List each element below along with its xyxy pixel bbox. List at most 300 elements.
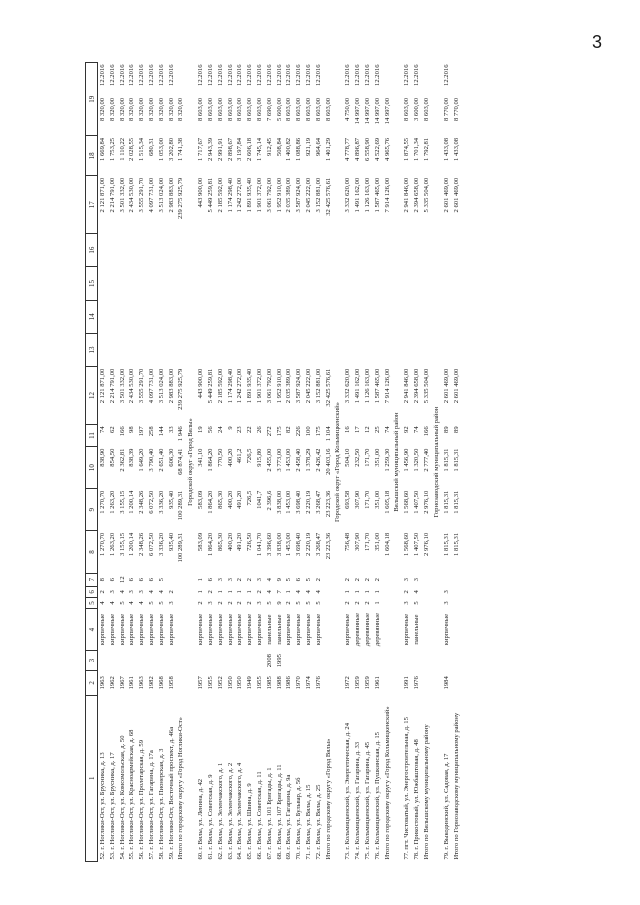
address-cell: 52. г. Ноглики-Ост, ул. Брусника, д. 13 <box>99 752 106 860</box>
table-row <box>294 63 304 862</box>
value-cell: 756,48 <box>344 532 352 551</box>
value-cell <box>314 651 324 671</box>
value-cell: 2 983 883,00 <box>167 177 175 213</box>
value-cell <box>324 63 334 96</box>
value-cell <box>452 597 462 608</box>
value-cell <box>98 234 108 267</box>
address-cell: 57. г. Ноглики-Ост, ул. Гагарина, д. 17а <box>147 750 155 860</box>
value-cell: 2 <box>255 590 263 594</box>
value-cell: 8 770,00 <box>442 97 450 122</box>
value-cell <box>216 300 226 333</box>
table-row <box>314 63 324 862</box>
value-cell: 32 425 576,61 <box>324 177 332 216</box>
value-cell <box>284 333 294 366</box>
value-cell: 912,45 <box>265 137 273 157</box>
value-cell: 1955 <box>206 676 214 690</box>
value-cell <box>235 267 245 300</box>
value-cell <box>324 609 334 651</box>
value-cell <box>206 234 216 267</box>
value-cell: 12.2016 <box>314 64 322 86</box>
value-cell: кирпичные <box>216 613 224 646</box>
value-cell <box>206 300 216 333</box>
value-cell: 3 <box>226 578 234 582</box>
value-cell: 1 891 935,40 <box>246 177 254 213</box>
value-cell <box>226 333 236 366</box>
value-cell <box>304 267 314 300</box>
value-cell <box>353 333 363 366</box>
value-cell: 1 378,29 <box>304 448 312 472</box>
value-cell: 2 458,40 <box>295 448 303 472</box>
value-cell <box>176 300 186 333</box>
value-cell: 583,09 <box>197 532 205 551</box>
value-cell: 2 185 592,00 <box>216 177 224 213</box>
value-cell: 504,10 <box>344 448 352 467</box>
value-cell <box>422 573 432 586</box>
total-row <box>324 63 334 862</box>
value-cell <box>324 586 334 597</box>
value-cell: 82 <box>285 426 293 433</box>
value-cell: 583,09 <box>197 490 205 509</box>
value-cell: 12 <box>118 576 126 583</box>
value-cell: 6 <box>206 578 214 582</box>
value-cell: 1976 <box>314 676 322 690</box>
value-cell: 1986 <box>285 676 293 690</box>
value-cell <box>452 63 462 96</box>
value-cell: 6 <box>138 578 146 582</box>
value-cell: 8 603,00 <box>422 97 430 122</box>
value-cell <box>314 234 324 267</box>
value-cell: 2 983 883,00 <box>167 368 175 404</box>
value-cell: 1 088,86 <box>295 137 303 161</box>
value-cell: 1991 <box>403 676 411 690</box>
value-cell: 1 200,14 <box>128 490 136 514</box>
value-cell: 1 <box>354 590 362 594</box>
value-cell: 1974 <box>304 676 312 690</box>
total-row <box>422 63 432 862</box>
value-cell: 26 <box>255 426 263 433</box>
value-cell: 3 838,00 <box>275 532 283 556</box>
value-cell: 854,50 <box>108 448 116 467</box>
value-cell: 8 603,00 <box>197 97 205 122</box>
value-cell <box>98 333 108 366</box>
value-cell: 726,5 <box>246 448 254 464</box>
value-cell: 1 242 272,00 <box>236 177 244 213</box>
value-cell <box>226 234 236 267</box>
value-cell: 3 155,15 <box>118 532 126 556</box>
value-cell <box>245 300 255 333</box>
value-cell: 1 <box>246 590 254 594</box>
value-cell <box>373 651 383 671</box>
value-cell: 8 603,00 <box>236 97 244 122</box>
value-cell: 4 <box>265 578 273 582</box>
value-cell: 2 <box>206 590 214 594</box>
value-cell: 6 <box>147 578 155 582</box>
value-cell: 1 946 <box>177 426 185 442</box>
value-cell: 4 522,69 <box>373 137 381 161</box>
value-cell <box>442 333 452 366</box>
address-cell: 60. г. Вялы, ул. Ленина, д. 42 <box>197 778 205 860</box>
value-cell <box>383 300 393 333</box>
value-cell: 1 270,70 <box>99 532 106 556</box>
value-cell: 2 214 791,00 <box>108 368 116 404</box>
value-cell: 232,50 <box>354 448 362 467</box>
value-cell <box>284 651 294 671</box>
value-cell <box>412 300 422 333</box>
value-cell: 5 <box>265 601 273 605</box>
value-cell: 2 035 389,00 <box>285 368 293 404</box>
value-cell: 3 698,40 <box>295 532 303 556</box>
value-cell: 3 332 620,00 <box>344 368 352 404</box>
value-cell: 3 155,15 <box>118 490 126 514</box>
table-row <box>137 63 147 862</box>
value-cell: 2 028,55 <box>128 137 136 161</box>
value-cell: 1 815,31 <box>442 490 450 514</box>
value-cell: 4 <box>157 590 165 594</box>
value-cell <box>452 573 462 586</box>
value-cell <box>353 234 363 267</box>
value-cell <box>245 267 255 300</box>
value-cell: 921,19 <box>304 137 312 157</box>
value-cell: 1 263,20 <box>108 532 116 556</box>
address-cell: Итого по Горнозаводскому муниципальному району <box>452 712 460 860</box>
value-cell: 14 997,00 <box>383 97 391 125</box>
value-cell: 1 864,20 <box>206 448 214 472</box>
value-cell <box>343 651 353 671</box>
value-cell: 3 <box>442 590 450 594</box>
value-cell <box>304 651 314 671</box>
value-cell: 68 874,41 <box>177 448 185 475</box>
value-cell: кирпичные <box>344 613 352 646</box>
table-row <box>108 63 118 862</box>
column-header: 8 <box>86 531 98 573</box>
value-cell: 3 <box>138 590 146 594</box>
value-cell: 838,39 <box>128 448 136 467</box>
value-cell: 5 <box>304 578 312 582</box>
value-cell: 1961 <box>128 676 136 690</box>
value-cell: 865,30 <box>216 490 224 509</box>
value-cell <box>245 333 255 366</box>
column-header: 6 <box>86 586 98 597</box>
value-cell: 1 <box>226 590 234 594</box>
value-cell <box>265 300 275 333</box>
value-cell: 2 <box>314 578 322 582</box>
value-cell <box>304 300 314 333</box>
value-cell: 4 778,77 <box>344 137 352 161</box>
value-cell: 23 223,36 <box>324 490 332 518</box>
table-row <box>442 63 452 862</box>
value-cell: 4 <box>304 590 312 594</box>
table-row <box>373 63 383 862</box>
value-cell: 3 790,40 <box>147 448 155 472</box>
value-cell: 8 603,00 <box>246 97 254 122</box>
value-cell: 2 976,10 <box>422 532 430 556</box>
value-cell: 3 587 924,00 <box>295 368 303 404</box>
value-cell: 3 838,00 <box>275 490 283 514</box>
value-cell <box>383 651 393 671</box>
value-cell: 1 041,70 <box>255 532 263 556</box>
value-cell: 2 035 389,00 <box>285 177 293 213</box>
value-cell: 6 <box>295 578 303 582</box>
value-cell <box>216 234 226 267</box>
value-cell: 1 433,08 <box>442 137 450 161</box>
value-cell: 1 604,18 <box>383 532 391 556</box>
value-cell: 12.2016 <box>373 64 381 86</box>
value-cell <box>216 333 226 366</box>
value-cell: 4 <box>138 601 146 605</box>
value-cell: 32 425 576,61 <box>324 368 332 407</box>
value-cell: 4 <box>314 590 322 594</box>
value-cell <box>226 651 236 671</box>
value-cell: 1995 <box>275 654 283 668</box>
value-cell <box>216 651 226 671</box>
value-cell: 74 <box>99 426 106 433</box>
value-cell: 1 320,50 <box>413 448 421 472</box>
value-cell: 1 259,30 <box>383 448 391 472</box>
column-header: 7 <box>86 573 98 586</box>
value-cell: 89 <box>452 426 460 433</box>
value-cell: 1 701,34 <box>413 137 421 161</box>
value-cell <box>452 300 462 333</box>
table-row <box>127 63 137 862</box>
value-cell <box>137 234 147 267</box>
value-cell: 4 <box>118 590 126 594</box>
value-cell <box>373 300 383 333</box>
value-cell: 3 202,80 <box>167 137 175 161</box>
value-cell: 5 <box>147 601 155 605</box>
value-cell: 272 <box>265 426 273 437</box>
value-cell: 14 997,00 <box>373 97 381 125</box>
value-cell: 2 <box>99 590 106 594</box>
value-cell: 3 197,84 <box>236 137 244 161</box>
value-cell <box>255 333 265 366</box>
value-cell: 3 <box>255 601 263 605</box>
value-cell: 1 433,08 <box>452 137 460 161</box>
value-cell <box>167 333 177 366</box>
column-header: 2 <box>86 671 98 695</box>
value-cell <box>452 609 462 651</box>
column-header: 18 <box>86 136 98 176</box>
value-cell: 2 <box>373 578 381 582</box>
value-cell: 8 603,00 <box>324 97 332 122</box>
value-cell <box>422 333 432 366</box>
value-cell: 2 <box>344 578 352 582</box>
column-header: 9 <box>86 489 98 531</box>
value-cell: панельные <box>275 614 283 645</box>
value-cell: 12.2016 <box>226 64 234 86</box>
value-cell <box>422 300 432 333</box>
value-cell: 1 453,00 <box>285 490 293 514</box>
value-cell: 239 275 925,79 <box>177 177 185 220</box>
value-cell: 3 600,00 <box>413 97 421 122</box>
value-cell: 7 690,00 <box>265 97 273 122</box>
value-cell: 8 603,00 <box>206 97 214 122</box>
value-cell <box>108 267 118 300</box>
value-cell: 5 <box>157 578 165 582</box>
value-cell: 693,58 <box>344 490 352 509</box>
value-cell: 443 900,00 <box>197 177 205 208</box>
value-cell: 12.2016 <box>167 64 175 86</box>
value-cell <box>294 267 304 300</box>
value-cell <box>176 671 186 695</box>
column-header: 13 <box>86 333 98 366</box>
table-row <box>265 63 275 862</box>
value-cell: 1 568,60 <box>403 532 411 556</box>
value-cell <box>216 267 226 300</box>
value-cell: 2 045 222,00 <box>304 368 312 404</box>
value-cell: 17 <box>354 426 362 433</box>
value-cell: 1 453,00 <box>285 532 293 556</box>
value-cell: 726,5 <box>246 490 254 506</box>
value-cell <box>245 234 255 267</box>
value-cell <box>167 651 177 671</box>
value-cell <box>147 333 157 366</box>
value-cell: 4 <box>295 590 303 594</box>
value-cell: 1961 <box>373 676 381 690</box>
value-cell: 491,20 <box>236 532 244 551</box>
value-cell: 8 <box>99 578 106 582</box>
value-cell <box>452 671 462 695</box>
value-cell: кирпичные <box>167 613 175 646</box>
value-cell: 8 603,00 <box>255 97 263 122</box>
value-cell: 5 600,00 <box>275 97 283 122</box>
value-cell: 770,50 <box>216 448 224 467</box>
value-cell <box>314 333 324 366</box>
value-cell: 1 891 935,40 <box>246 368 254 404</box>
value-cell: кирпичные <box>147 613 155 646</box>
value-cell: 3 336,20 <box>157 532 165 556</box>
value-cell: 4 097 731,00 <box>147 368 155 404</box>
value-cell: 1 263,20 <box>108 490 116 514</box>
value-cell: 8 603,00 <box>403 97 411 122</box>
value-cell: 2 601 469,00 <box>452 177 460 213</box>
value-cell: 7 914 126,00 <box>383 177 391 213</box>
value-cell: 1 400,82 <box>285 137 293 161</box>
value-cell: 12.2016 <box>236 64 244 86</box>
value-cell: кирпичные <box>108 613 116 646</box>
value-cell <box>442 234 452 267</box>
value-cell: 3 <box>108 590 116 594</box>
value-cell: кирпичные <box>157 613 165 646</box>
table-row <box>353 63 363 862</box>
table-row <box>235 63 245 862</box>
table-row <box>304 63 314 862</box>
value-cell: 24 <box>216 426 224 433</box>
value-cell: 12.2016 <box>255 64 263 86</box>
table-body <box>98 63 462 862</box>
value-cell: 5 449 259,81 <box>206 368 214 404</box>
total-row <box>383 63 393 862</box>
value-cell <box>363 333 373 366</box>
value-cell <box>255 651 265 671</box>
value-cell: 12.2016 <box>413 64 421 86</box>
value-cell: 461,2 <box>236 448 244 464</box>
value-cell: 12.2016 <box>138 64 146 86</box>
value-cell: 12.2016 <box>99 64 106 86</box>
address-cell: 58. г. Ноглики-Ост, ул. Пионерская, д. 3 <box>157 748 165 860</box>
value-cell <box>324 597 334 608</box>
value-cell: 1 515,34 <box>138 137 146 161</box>
value-cell: 1972 <box>344 676 352 690</box>
address-cell: 61. г. Вялы, ул. Советская, д. 9 <box>206 774 214 860</box>
value-cell: 1959 <box>354 676 362 690</box>
address-cell: Итого по Вялышскому муниципальному району <box>422 724 430 860</box>
value-cell <box>255 267 265 300</box>
column-header: 15 <box>86 267 98 300</box>
value-cell <box>353 300 363 333</box>
value-cell <box>452 267 462 300</box>
value-cell: 8 320,00 <box>167 97 175 122</box>
value-cell <box>422 597 432 608</box>
table-row <box>402 63 412 862</box>
table-row <box>284 63 294 862</box>
value-cell <box>383 63 393 96</box>
value-cell: 5 <box>157 601 165 605</box>
address-cell: 64. г. Вялы, ул. Зеленчакского, д. 4 <box>236 762 244 860</box>
address-cell: Итого по городскому округу «Город Вялы» <box>324 738 332 860</box>
value-cell <box>167 267 177 300</box>
value-cell: 171,70 <box>363 490 371 509</box>
value-cell <box>196 651 206 671</box>
value-cell: 12.2016 <box>246 64 254 86</box>
value-cell <box>118 333 128 366</box>
value-cell <box>118 267 128 300</box>
value-cell: кирпичные <box>236 613 244 646</box>
value-cell: 6 <box>108 578 116 582</box>
value-cell: 2 991,91 <box>216 137 224 161</box>
column-header: 17 <box>86 176 98 234</box>
value-cell: 1 <box>373 601 381 605</box>
value-cell: 5 335 504,00 <box>422 177 430 213</box>
value-cell: 8 603,00 <box>216 97 224 122</box>
value-cell: панельные <box>265 614 273 645</box>
value-cell <box>137 651 147 671</box>
value-cell <box>127 300 137 333</box>
page-number: 3 <box>592 32 603 52</box>
value-cell: 3 <box>442 601 450 605</box>
value-cell: 1949 <box>246 676 254 690</box>
value-cell: 3 <box>216 578 224 582</box>
value-cell: 2 362,81 <box>118 448 126 472</box>
value-cell: 2 <box>363 578 371 582</box>
value-cell: 12.2016 <box>285 64 293 86</box>
value-cell <box>343 234 353 267</box>
table-row <box>118 63 128 862</box>
value-cell: 5 <box>413 601 421 605</box>
value-cell: 2 777,40 <box>422 448 430 472</box>
value-cell <box>98 651 108 671</box>
value-cell <box>137 333 147 366</box>
value-cell: кирпичные <box>99 613 106 646</box>
value-cell: 3 268,47 <box>314 532 322 556</box>
value-cell: 171,70 <box>363 448 371 467</box>
value-cell: 12.2016 <box>442 64 450 86</box>
value-cell: 1 456,90 <box>403 448 411 472</box>
value-cell: 7 914 126,00 <box>383 368 391 404</box>
value-cell: 2 455,00 <box>265 448 273 472</box>
value-cell <box>294 300 304 333</box>
value-cell: кирпичные <box>118 613 126 646</box>
table-row <box>412 63 422 862</box>
column-header: 4 <box>86 609 98 651</box>
value-cell: 1985 <box>265 676 273 690</box>
value-cell <box>304 333 314 366</box>
value-cell: 1 815,31 <box>452 448 460 472</box>
table-row <box>245 63 255 862</box>
table-row <box>343 63 353 862</box>
value-cell <box>422 267 432 300</box>
value-cell: 4 <box>413 590 421 594</box>
value-cell: 1 242 272,00 <box>236 368 244 404</box>
